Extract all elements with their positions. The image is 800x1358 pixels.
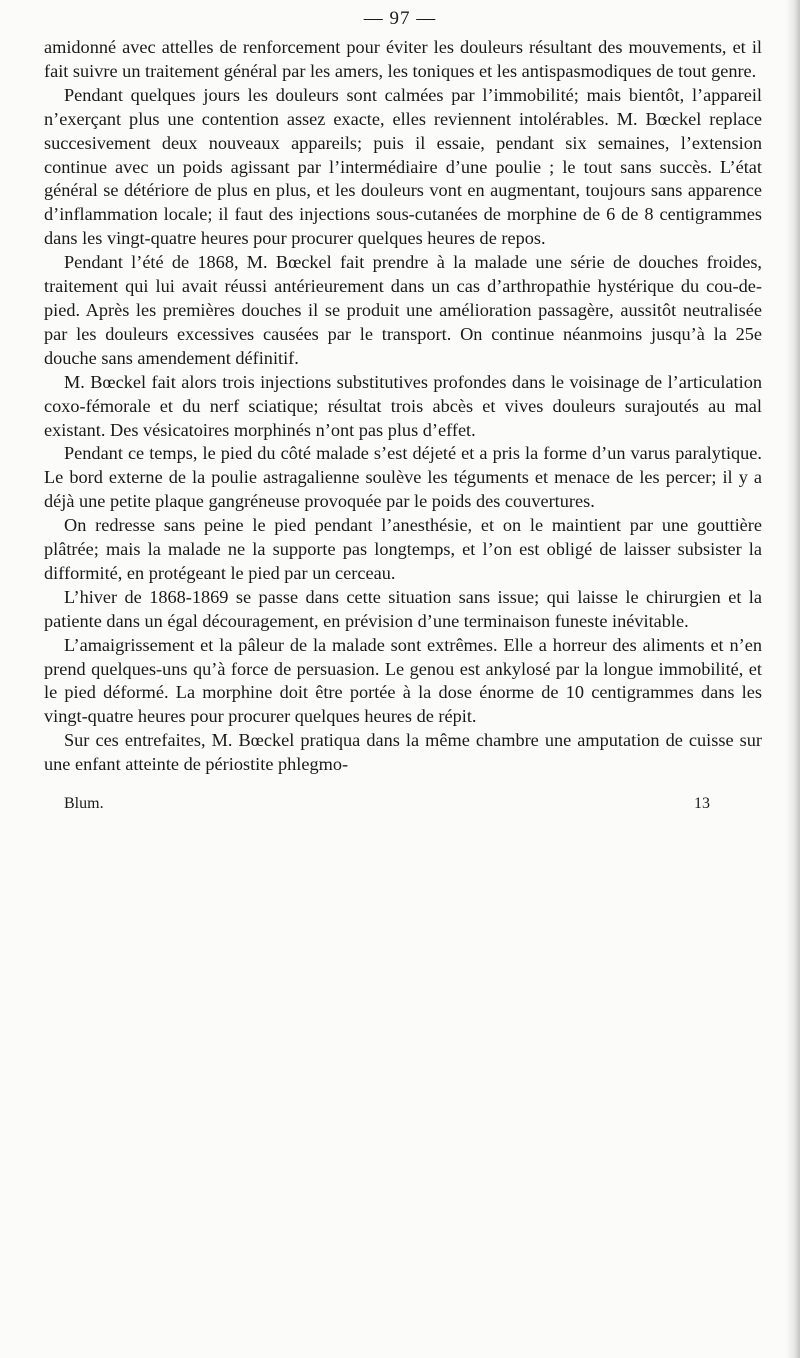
paragraph: Pendant ce temps, le pied du côté malade s’est déjeté et a pris la forme d’un varus paralytique. Le bord externe de la poulie astragalienne soulève les téguments et menace de les percer; il y a déjà une petite plaque gangréneuse provoquée par le poids des couvertures. bbox=[44, 443, 762, 512]
paragraph: Sur ces entrefaites, M. Bœckel pratiqua dans la même chambre une amputation de cuisse sur une enfant atteinte de périostite phlegmo- bbox=[44, 730, 762, 775]
paragraph: Pendant quelques jours les douleurs sont calmées par l’immobilité; mais bientôt, l’appareil n’exerçant plus une contention assez exacte, elles reviennent intolérables. M. Bœckel replace succesivement deux nouveaux appareils; puis il essaie, pendant six semaines, l’extension continue avec un poids agissant par l’intermédiaire d’une poulie ; le tout sans succès. L’état général se détériore de plus en plus, et les douleurs vont en augmentant, toujours sans apparence d’inflammation locale; il faut des injections sous-cutanées de morphine de 6 de 8 centigrammes dans les vingt-quatre heures pour procurer quelques heures de repos. bbox=[44, 84, 762, 249]
page-footer bbox=[64, 795, 710, 813]
body-text bbox=[44, 36, 762, 777]
page-edge-shadow bbox=[786, 0, 800, 1358]
footer-signature-mark: 13 bbox=[694, 795, 710, 812]
footer-author: Blum. bbox=[64, 795, 104, 812]
paragraph: L’hiver de 1868-1869 se passe dans cette situation sans issue; qui laisse le chirurgien et la patiente dans un égal découragement, en prévision d’une terminaison funeste inévitable. bbox=[44, 586, 762, 631]
paragraph: L’amaigrissement et la pâleur de la malade sont extrêmes. Elle a horreur des aliments et n’en prend quelques-uns qu’à force de persuasion. Le genou est ankylosé par la longue immobilité, et le pied déformé. La morphine doit être portée à la dose énorme de 10 centigrammes dans les vingt-quatre heures pour procurer quelques heures de répit. bbox=[44, 634, 762, 727]
paragraph: Pendant l’été de 1868, M. Bœckel fait prendre à la malade une série de douches froides, traitement qui lui avait réussi antérieurement dans un cas d’arthropathie hystérique du cou-de-pied. Après les premières douches il se produit une amélioration passagère, aussitôt neutralisée par les douleurs excessives causées par le transport. On continue néanmoins jusqu’à la 25e douche sans amendement définitif. bbox=[44, 252, 762, 368]
paragraph: On redresse sans peine le pied pendant l’anesthésie, et on le maintient par une gouttière plâtrée; mais la malade ne la supporte pas longtemps, et l’on est obligé de laisser subsister la difformité, en protégeant le pied par un cerceau. bbox=[44, 515, 762, 583]
paragraph: amidonné avec attelles de renforcement pour éviter les douleurs résultant des mouvements, et il fait suivre un traitement général par les amers, les toniques et les antispasmodiques de tout genre. bbox=[44, 37, 762, 81]
page-number: — 97 — bbox=[363, 8, 437, 29]
paragraph: M. Bœckel fait alors trois injections substitutives profondes dans le voisinage de l’articulation coxo-fémorale et du nerf sciatique; résultat trois abcès et vives douleurs surajoutés au mal existant. Des vésicatoires morphinés n’ont pas plus d’effet. bbox=[44, 371, 762, 440]
